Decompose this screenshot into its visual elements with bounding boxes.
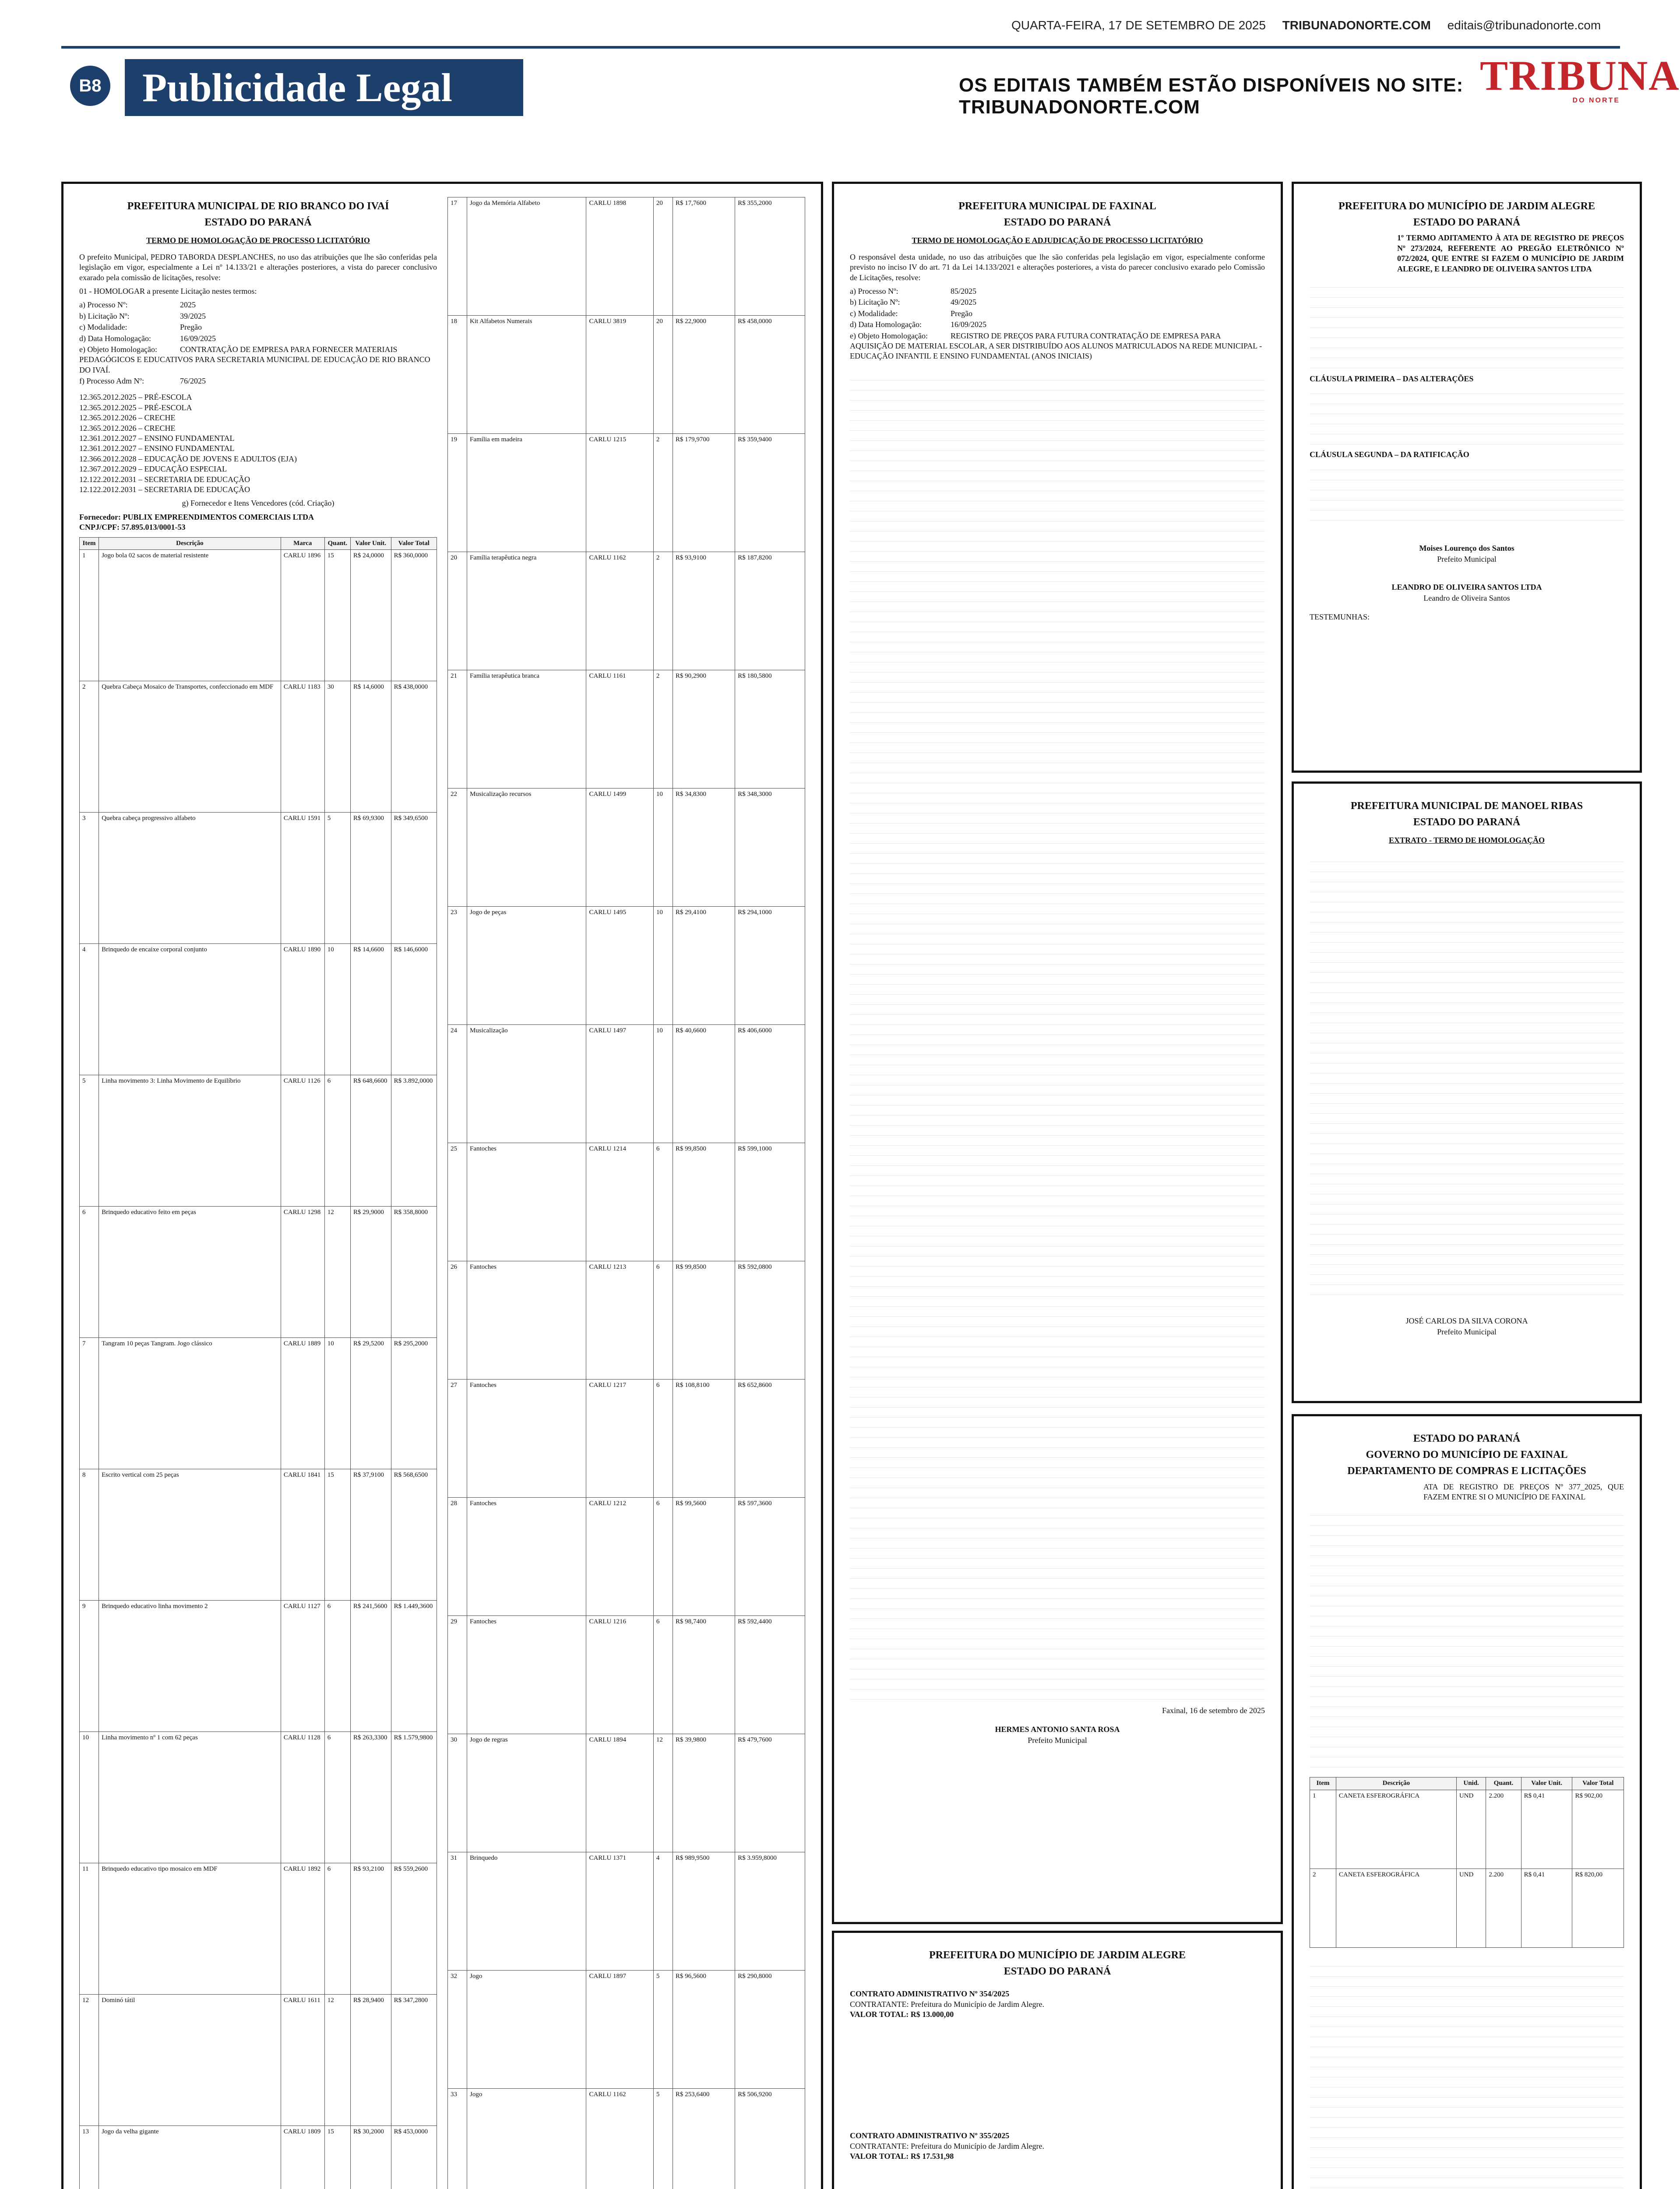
page-header bbox=[0, 0, 1680, 118]
table-cell: CARLU 1212 bbox=[586, 1498, 653, 1616]
table-cell: R$ 69,9300 bbox=[350, 813, 391, 944]
table-cell: R$ 30,2000 bbox=[350, 2126, 391, 2189]
table-cell: 30 bbox=[324, 681, 350, 813]
table-cell: 15 bbox=[324, 550, 350, 681]
items-table-continued bbox=[447, 197, 805, 2189]
table-row bbox=[448, 316, 805, 434]
table-cell: 10 bbox=[653, 788, 673, 907]
table-cell: CARLU 1162 bbox=[586, 2089, 653, 2189]
table-cell: 17 bbox=[448, 197, 467, 316]
table-row bbox=[448, 1380, 805, 1498]
table-cell: Fantoches bbox=[467, 1380, 586, 1498]
notice-state: ESTADO DO PARANÁ bbox=[204, 217, 312, 229]
contracts-list bbox=[850, 1989, 1265, 2189]
table-cell: CARLU 1213 bbox=[586, 1261, 653, 1380]
table-cell: Brinquedo educativo feito em peças bbox=[99, 1207, 281, 1338]
table-row bbox=[80, 1995, 437, 2126]
clause-one: CLÁUSULA PRIMEIRA – DAS ALTERAÇÕES bbox=[1310, 374, 1474, 383]
table-row bbox=[448, 1734, 805, 1852]
table-cell: R$ 253,6400 bbox=[673, 2089, 735, 2189]
table-row bbox=[448, 1852, 805, 1971]
table-cell: 26 bbox=[448, 1261, 467, 1380]
table-row bbox=[448, 788, 805, 907]
notice-subtitle: EXTRATO - TERMO DE HOMOLOGAÇÃO bbox=[1388, 836, 1545, 845]
table-cell: Dominó tátil bbox=[99, 1995, 281, 2126]
table-cell: CARLU 1896 bbox=[281, 550, 324, 681]
table-row bbox=[80, 1601, 437, 1732]
table-cell: R$ 22,9000 bbox=[673, 316, 735, 434]
table-cell: R$ 348,3000 bbox=[735, 788, 805, 907]
table-cell: R$ 3.892,0000 bbox=[391, 1075, 437, 1207]
table-row bbox=[448, 1971, 805, 2089]
table-cell: UND bbox=[1456, 1790, 1486, 1869]
table-cell: R$ 1.579,9800 bbox=[391, 1732, 437, 1863]
table-cell: CARLU 1162 bbox=[586, 552, 653, 670]
table-cell: 23 bbox=[448, 907, 467, 1025]
table-cell: 31 bbox=[448, 1852, 467, 1971]
table-cell: 6 bbox=[653, 1616, 673, 1734]
table-cell: R$ 29,9000 bbox=[350, 1207, 391, 1338]
table-cell: 32 bbox=[448, 1971, 467, 2089]
table-cell: CARLU 1217 bbox=[586, 1380, 653, 1498]
table-row bbox=[448, 434, 805, 552]
table-cell: R$ 34,8300 bbox=[673, 788, 735, 907]
table-row bbox=[80, 2126, 437, 2189]
table-cell: Jogo de regras bbox=[467, 1734, 586, 1852]
notice-title: PREFEITURA DO MUNICÍPIO DE JARDIM ALEGRE bbox=[929, 1950, 1186, 1961]
table-cell: 8 bbox=[80, 1469, 99, 1601]
page-number-badge: B8 bbox=[70, 66, 110, 106]
contract-entry bbox=[850, 1989, 1265, 2120]
table-cell: CARLU 1892 bbox=[281, 1863, 324, 1995]
table-row bbox=[80, 1075, 437, 1207]
table-cell: R$ 597,3600 bbox=[735, 1498, 805, 1616]
items-table: Item Descrição Marca Quant. Valor Unit. Valor Total 1 Jogo bola 02 sacos de material resistente CARLU 1896 15 R$ 24,0000 R$ 360,0000 2 Quebra Cabeça Mosaico de Transportes, confeccionado em MDF CARLU 1183 30 R$ 14,6000 R$ 438,0000 3 Quebra cabeça progressivo alfabeto CARLU 1591 5 R$ 69,9300 R$ 349,6500 4 Brinquedo de encaixe corporal conjunto CARLU 1890 10 R$ 14,6600 R$ 146,6000 5 Linha movimento 3: Linha Movimento de Equilíbrio CARLU 1126 6 R$ 648,6600 R$ 3.892,0000 6 Brinquedo educativo feito em peças CARLU 1298 12 R$ 29,9000 R$ 358,8000 7 Tangram 10 peças Tangram. Jogo clássico CARLU 1889 10 R$ 29,5200 R$ 295,2000 8 Escrito vertical com 25 peças CARLU 1841 15 R$ 37,9100 R$ 568,6500 9 Brinquedo educativo linha movimento 2 CARLU 1127 6 R$ 241,5600 R$ 1.449,3600 10 Linha movimento nº 1 com 62 peças CARLU 1128 6 R$ 263,3300 R$ 1.579,9800 11 Brinquedo educativo tipo mosaico em MDF CARLU 1892 6 R$ 93,2100 R$ 559,2600 12 Dominó tátil CARLU 1611 12 R$ 28,9400 R$ 347,2800 13 Jogo da velha gigante CARLU 1809 15 R$ 30,2000 R$ 453,0000 bbox=[79, 537, 437, 2189]
notice-jardim-alegre-aditivo bbox=[1292, 182, 1642, 773]
notice-state: ESTADO DO PARANÁ bbox=[1413, 816, 1521, 828]
table-row bbox=[80, 550, 437, 681]
notice-intro: O prefeito Municipal, PEDRO TABORDA DESPLANCHES, no uso das atribuições que lhe são conferidas pela legislação em vigor, especialmente a Lei nº 14.133/21 e alterações posteriores, a vista do parecer conclusivo exarado pela comissão de licitações, resolve: bbox=[79, 252, 437, 282]
table-cell: R$ 479,7600 bbox=[735, 1734, 805, 1852]
contract-line: CONTRATANTE: Prefeitura do Município de Jardim Alegre. bbox=[850, 1999, 1044, 2009]
table-cell: R$ 39,9800 bbox=[673, 1734, 735, 1852]
table-cell: CARLU 1889 bbox=[281, 1338, 324, 1469]
notice-faxinal bbox=[832, 182, 1283, 1924]
table-cell: 12 bbox=[324, 1207, 350, 1338]
section-title: Publicidade Legal bbox=[125, 59, 523, 116]
online-notice: OS EDITAIS TAMBÉM ESTÃO DISPONÍVEIS NO SITE: TRIBUNADONORTE.COM bbox=[959, 74, 1464, 118]
table-cell: CARLU 1890 bbox=[281, 944, 324, 1075]
header-rule bbox=[61, 46, 1620, 49]
table-cell: 2 bbox=[653, 670, 673, 788]
table-cell: 2 bbox=[1310, 1869, 1336, 1947]
table-cell: CARLU 1161 bbox=[586, 670, 653, 788]
table-cell: R$ 358,8000 bbox=[391, 1207, 437, 1338]
table-row bbox=[448, 907, 805, 1025]
clause-two: CLÁUSULA SEGUNDA – DA RATIFICAÇÃO bbox=[1310, 450, 1469, 459]
ata-title: ATA DE REGISTRO DE PREÇOS Nº 377_2025, QUE FAZEM ENTRE SI O MUNICÍPIO DE FAXINAL bbox=[1423, 1482, 1624, 1501]
site-link[interactable]: TRIBUNADONORTE.COM bbox=[1282, 18, 1431, 32]
table-cell: R$ 568,6500 bbox=[391, 1469, 437, 1601]
contract-line: CONTRATANTE: Prefeitura do Município de Jardim Alegre. bbox=[850, 2141, 1044, 2150]
homologar-line: 01 - HOMOLOGAR a presente Licitação nestes termos: bbox=[79, 286, 257, 296]
table-cell: CARLU 1127 bbox=[281, 1601, 324, 1732]
ata-clauses bbox=[1310, 1957, 1624, 2189]
table-cell: 28 bbox=[448, 1498, 467, 1616]
table-cell: R$ 29,5200 bbox=[350, 1338, 391, 1469]
table-cell: 6 bbox=[653, 1143, 673, 1261]
notice-title: PREFEITURA DO MUNICÍPIO DE JARDIM ALEGRE bbox=[1338, 201, 1595, 212]
table-cell: Quebra cabeça progressivo alfabeto bbox=[99, 813, 281, 944]
homologation-fields: a) Processo Nº: 2025 b) Licitação Nº: 39/2025 c) Modalidade: Pregão d) Data Homologação: 16/09/2025 e) Objeto Homologação: CONTRATAÇÃO DE EMPRESA PARA FORNECER MATERIAIS PEDAGÓGICOS E EDUCATIVOS PARA SECRETARIA MUNICIPAL DE EDUCAÇÃO DE RIO BRANCO DO IVAÍ. f) Processo Adm Nº: 76/2025 bbox=[79, 300, 430, 386]
contract-value: VALOR TOTAL: R$ 13.000,00 bbox=[850, 2010, 954, 2019]
table-cell: Quebra Cabeça Mosaico de Transportes, confeccionado em MDF bbox=[99, 681, 281, 813]
table-cell: Tangram 10 peças Tangram. Jogo clássico bbox=[99, 1338, 281, 1469]
table-cell: R$ 99,8500 bbox=[673, 1143, 735, 1261]
table-cell: 10 bbox=[324, 944, 350, 1075]
table-cell: 2 bbox=[653, 552, 673, 670]
lots-tables bbox=[850, 370, 1265, 1706]
table-cell: 12 bbox=[324, 1995, 350, 2126]
table-cell: CARLU 1126 bbox=[281, 1075, 324, 1207]
notice-department: DEPARTAMENTO DE COMPRAS E LICITAÇÕES bbox=[1347, 1465, 1586, 1477]
table-cell: UND bbox=[1456, 1869, 1486, 1947]
table-cell: CARLU 1897 bbox=[586, 1971, 653, 2089]
email-link[interactable]: editais@tribunadonorte.com bbox=[1447, 18, 1601, 32]
table-cell: 2.200 bbox=[1486, 1790, 1521, 1869]
table-cell: 6 bbox=[653, 1261, 673, 1380]
table-cell: 5 bbox=[324, 813, 350, 944]
table-cell: R$ 453,0000 bbox=[391, 2126, 437, 2189]
table-cell: 5 bbox=[80, 1075, 99, 1207]
supplier-cnpj: CNPJ/CPF: 57.895.013/0001-53 bbox=[79, 523, 186, 532]
table-cell: 6 bbox=[324, 1863, 350, 1995]
table-cell: 15 bbox=[324, 2126, 350, 2189]
contract-value: VALOR TOTAL: R$ 17.531,98 bbox=[850, 2152, 954, 2161]
table-cell: R$ 295,2000 bbox=[391, 1338, 437, 1469]
table-cell: R$ 180,5800 bbox=[735, 670, 805, 788]
table-cell: R$ 290,8000 bbox=[735, 1971, 805, 2089]
contract-head: CONTRATO ADMINISTRATIVO Nº 355/2025 bbox=[850, 2131, 1010, 2140]
table-cell: R$ 652,8600 bbox=[735, 1380, 805, 1498]
table-cell: R$ 263,3300 bbox=[350, 1732, 391, 1863]
table-cell: 12 bbox=[80, 1995, 99, 2126]
table-cell: CARLU 1898 bbox=[586, 197, 653, 316]
signature-block-2: LEANDRO DE OLIVEIRA SANTOS LTDA Leandro de Oliveira Santos bbox=[1391, 582, 1542, 602]
table-cell: 1 bbox=[1310, 1790, 1336, 1869]
table-cell: R$ 29,4100 bbox=[673, 907, 735, 1025]
aditivo-title: 1º TERMO ADITAMENTO À ATA DE REGISTRO DE PREÇOS Nº 273/2024, REFERENTE AO PREGÃO ELETRÔNICO Nº 072/2024, QUE ENTRE SI FAZEM O MUNICÍPIO DE JARDIM ALEGRE, E LEANDRO DE OLIVEIRA SANTOS LTDA bbox=[1397, 233, 1624, 273]
notice-state: ESTADO DO PARANÁ bbox=[1004, 1966, 1111, 1978]
table-cell: R$ 24,0000 bbox=[350, 550, 391, 681]
table-cell: Família terapêutica negra bbox=[467, 552, 586, 670]
table-cell: Família em madeira bbox=[467, 434, 586, 552]
table-cell: R$ 360,0000 bbox=[391, 550, 437, 681]
table-row bbox=[448, 1261, 805, 1380]
table-cell: R$ 438,0000 bbox=[391, 681, 437, 813]
notice-subtitle: TERMO DE HOMOLOGAÇÃO E ADJUDICAÇÃO DE PROCESSO LICITATÓRIO bbox=[912, 236, 1203, 245]
table-cell: 6 bbox=[653, 1498, 673, 1616]
table-cell: R$ 98,7400 bbox=[673, 1616, 735, 1734]
table-cell: R$ 294,1000 bbox=[735, 907, 805, 1025]
table-cell: R$ 592,4400 bbox=[735, 1616, 805, 1734]
notice-date: Faxinal, 16 de setembro de 2025 bbox=[1162, 1706, 1265, 1715]
table-cell: R$ 99,5600 bbox=[673, 1498, 735, 1616]
table-cell: CARLU 1214 bbox=[586, 1143, 653, 1261]
ata-table: Item Descrição Unid. Quant. Valor Unit. Valor Total 1 CANETA ESFEROGRÁFICA UND 2.200 R$ 0,41 R$ 902,00 2 CANETA ESFEROGRÁFICA UND 2.200 R$ 0,41 R$ 820,00 bbox=[1310, 1777, 1624, 1948]
table-cell: R$ 989,9500 bbox=[673, 1852, 735, 1971]
table-cell: CARLU 1841 bbox=[281, 1469, 324, 1601]
notice-faxinal-ata bbox=[1292, 1414, 1642, 2189]
suppliers-note: g) Fornecedor e Itens Vencedores (cód. Criação) bbox=[182, 499, 335, 508]
table-cell: 15 bbox=[324, 1469, 350, 1601]
notice-title: PREFEITURA MUNICIPAL DE FAXINAL bbox=[958, 201, 1156, 212]
table-cell: 10 bbox=[653, 907, 673, 1025]
notice-title: PREFEITURA MUNICIPAL DE RIO BRANCO DO IVAÍ bbox=[127, 201, 389, 212]
table-cell: R$ 40,6600 bbox=[673, 1025, 735, 1143]
table-cell: 5 bbox=[653, 1971, 673, 2089]
signature-block: JOSÉ CARLOS DA SILVA CORONA Prefeito Municipal bbox=[1405, 1316, 1528, 1337]
table-cell: 6 bbox=[653, 1380, 673, 1498]
table-cell: R$ 146,6000 bbox=[391, 944, 437, 1075]
table-row bbox=[80, 944, 437, 1075]
table-cell: R$ 820,00 bbox=[1572, 1869, 1624, 1947]
table-cell: 21 bbox=[448, 670, 467, 788]
table-row bbox=[80, 1338, 437, 1469]
table-cell: R$ 599,1000 bbox=[735, 1143, 805, 1261]
table-cell: 10 bbox=[653, 1025, 673, 1143]
table-cell: CARLU 1591 bbox=[281, 813, 324, 944]
table-row bbox=[448, 1616, 805, 1734]
table-cell: R$ 93,2100 bbox=[350, 1863, 391, 1995]
table-cell: 30 bbox=[448, 1734, 467, 1852]
table-cell: R$ 93,9100 bbox=[673, 552, 735, 670]
table-cell: Família terapêutica branca bbox=[467, 670, 586, 788]
table-cell: 4 bbox=[80, 944, 99, 1075]
notice-manoel-ribas bbox=[1292, 781, 1642, 1403]
table-cell: Jogo bola 02 sacos de material resistente bbox=[99, 550, 281, 681]
table-cell: 24 bbox=[448, 1025, 467, 1143]
table-cell: R$ 108,8100 bbox=[673, 1380, 735, 1498]
ata-body bbox=[1310, 1506, 1624, 1768]
table-row bbox=[1310, 1869, 1624, 1947]
signature-block-1: Moises Lourenço dos Santos Prefeito Municipal bbox=[1419, 543, 1514, 564]
table-cell: R$ 347,2800 bbox=[391, 1995, 437, 2126]
table-cell: Musicalização recursos bbox=[467, 788, 586, 907]
table-cell: Brinquedo educativo linha movimento 2 bbox=[99, 1601, 281, 1732]
table-cell: 10 bbox=[80, 1732, 99, 1863]
table-row bbox=[448, 670, 805, 788]
table-cell: R$ 355,2000 bbox=[735, 197, 805, 316]
table-cell: Jogo da Memória Alfabeto bbox=[467, 197, 586, 316]
table-cell: Escrito vertical com 25 peças bbox=[99, 1469, 281, 1601]
table-cell: 13 bbox=[80, 2126, 99, 2189]
table-cell: 6 bbox=[80, 1207, 99, 1338]
table-cell: 10 bbox=[324, 1338, 350, 1469]
notice-rio-branco-left bbox=[79, 197, 437, 2189]
table-cell: R$ 902,00 bbox=[1572, 1790, 1624, 1869]
table-cell: Fantoches bbox=[467, 1616, 586, 1734]
table-cell: Jogo de peças bbox=[467, 907, 586, 1025]
table-cell: 2 bbox=[653, 434, 673, 552]
table-cell: CARLU 1215 bbox=[586, 434, 653, 552]
notice-title: PREFEITURA MUNICIPAL DE MANOEL RIBAS bbox=[1350, 800, 1583, 812]
notice-rio-branco-right bbox=[447, 197, 805, 2189]
witnesses-label: TESTEMUNHAS: bbox=[1310, 612, 1370, 622]
table-cell: Brinquedo educativo tipo mosaico em MDF bbox=[99, 1863, 281, 1995]
table-cell: CARLU 1128 bbox=[281, 1732, 324, 1863]
table-row bbox=[80, 1469, 437, 1601]
table-cell: Brinquedo bbox=[467, 1852, 586, 1971]
table-cell: R$ 0,41 bbox=[1521, 1869, 1572, 1947]
table-cell: CARLU 1371 bbox=[586, 1852, 653, 1971]
table-cell: R$ 99,8500 bbox=[673, 1261, 735, 1380]
table-row bbox=[80, 1732, 437, 1863]
table-cell: CARLU 1894 bbox=[586, 1734, 653, 1852]
table-cell: 29 bbox=[448, 1616, 467, 1734]
contract-entry bbox=[850, 2131, 1265, 2189]
table-cell: R$ 14,6000 bbox=[350, 681, 391, 813]
table-row bbox=[80, 1207, 437, 1338]
table-cell: 2.200 bbox=[1486, 1869, 1521, 1947]
table-cell: 27 bbox=[448, 1380, 467, 1498]
table-cell: Fantoches bbox=[467, 1498, 586, 1616]
clause-two-body bbox=[1310, 460, 1624, 526]
table-cell: R$ 179,9700 bbox=[673, 434, 735, 552]
newspaper-logo: TRIBUNA DO NORTE bbox=[1480, 52, 1680, 104]
table-cell: CARLU 1497 bbox=[586, 1025, 653, 1143]
table-cell: Linha movimento 3: Linha Movimento de Equilíbrio bbox=[99, 1075, 281, 1207]
table-row bbox=[448, 197, 805, 316]
table-cell: R$ 14,6600 bbox=[350, 944, 391, 1075]
notice-state: ESTADO DO PARANÁ bbox=[1413, 217, 1521, 229]
table-cell: 2 bbox=[80, 681, 99, 813]
table-cell: 18 bbox=[448, 316, 467, 434]
budget-lines: 12.365.2012.2025 – PRÉ-ESCOLA 12.365.2012.2025 – PRÉ-ESCOLA 12.365.2012.2026 – CRECHE 12.365.2012.2026 – CRECHE 12.361.2012.2027 – ENSINO FUNDAMENTAL 12.361.2012.2027 – ENSINO FUNDAMENTAL 12.366.2012.2028 – EDUCAÇÃO DE JOVENS E ADULTOS (EJA) 12.367.2012.2029 – EDUCAÇÃO ESPECIAL 12.122.2012.2031 – SECRETARIA DE EDUCAÇÃO 12.122.2012.2031 – SECRETARIA DE EDUCAÇÃO bbox=[79, 393, 297, 494]
table-cell: R$ 17,7600 bbox=[673, 197, 735, 316]
table-cell: R$ 3.959,8000 bbox=[735, 1852, 805, 1971]
table-cell: 3 bbox=[80, 813, 99, 944]
homologation-fields: a) Processo Nº: 85/2025 b) Licitação Nº: 49/2025 c) Modalidade: Pregão d) Data Homologação: 16/09/2025 e) Objeto Homologação: REGISTRO DE PREÇOS PARA FUTURA CONTRATAÇÃO DE EMPRESA PARA AQUISIÇÃO DE MATERIAL ESCOLAR, A SER DISTRIBUÍDO AOS ALUNOS MATRICULADOS NA REDE MUNICIPAL - EDUCAÇÃO INFANTIL E ENSINO FUNDAMENTAL (ANOS INICIAIS) bbox=[850, 286, 1262, 361]
table-cell: R$ 406,6000 bbox=[735, 1025, 805, 1143]
table-cell: 5 bbox=[653, 2089, 673, 2189]
clause-one-body bbox=[1310, 384, 1624, 450]
table-cell: R$ 458,0000 bbox=[735, 316, 805, 434]
table-cell: Kit Alfabetos Numerais bbox=[467, 316, 586, 434]
table-cell: Jogo bbox=[467, 2089, 586, 2189]
table-cell: 1 bbox=[80, 550, 99, 681]
table-row bbox=[80, 813, 437, 944]
table-cell: Musicalização bbox=[467, 1025, 586, 1143]
table-cell: R$ 96,5600 bbox=[673, 1971, 735, 2089]
issue-date: QUARTA-FEIRA, 17 DE SETEMBRO DE 2025 bbox=[1011, 18, 1266, 32]
table-cell: Fantoches bbox=[467, 1143, 586, 1261]
notice-state: ESTADO DO PARANÁ bbox=[1004, 217, 1111, 229]
table-cell: R$ 506,9200 bbox=[735, 2089, 805, 2189]
table-cell: R$ 187,8200 bbox=[735, 552, 805, 670]
table-row bbox=[448, 1143, 805, 1261]
table-cell: R$ 349,6500 bbox=[391, 813, 437, 944]
table-cell: 9 bbox=[80, 1601, 99, 1732]
table-cell: CARLU 1216 bbox=[586, 1616, 653, 1734]
supplier-name: Fornecedor: PUBLIX EMPREENDIMENTOS COMERCIAIS LTDA bbox=[79, 512, 314, 521]
table-cell: 6 bbox=[324, 1601, 350, 1732]
notice-jardim-alegre-contracts bbox=[832, 1931, 1283, 2189]
table-cell: CARLU 1495 bbox=[586, 907, 653, 1025]
notice-rio-branco bbox=[61, 182, 823, 2189]
table-cell: R$ 359,9400 bbox=[735, 434, 805, 552]
table-cell: 11 bbox=[80, 1863, 99, 1995]
table-cell: CARLU 1183 bbox=[281, 681, 324, 813]
table-cell: R$ 559,2600 bbox=[391, 1863, 437, 1995]
signature-block: HERMES ANTONIO SANTA ROSA Prefeito Municipal bbox=[995, 1725, 1120, 1745]
table-cell: 25 bbox=[448, 1143, 467, 1261]
table-cell: 20 bbox=[653, 197, 673, 316]
table-cell: CARLU 1611 bbox=[281, 1995, 324, 2126]
table-cell: CARLU 1298 bbox=[281, 1207, 324, 1338]
table-cell: Brinquedo de encaixe corporal conjunto bbox=[99, 944, 281, 1075]
notice-subtitle: GOVERNO DO MUNICÍPIO DE FAXINAL bbox=[1366, 1449, 1568, 1461]
table-cell: CANETA ESFEROGRÁFICA bbox=[1336, 1869, 1456, 1947]
notice-title: ESTADO DO PARANÁ bbox=[1413, 1433, 1521, 1444]
table-cell: Jogo bbox=[467, 1971, 586, 2089]
aditivo-body bbox=[1310, 278, 1624, 374]
table-cell: 19 bbox=[448, 434, 467, 552]
table-cell: 22 bbox=[448, 788, 467, 907]
table-cell: R$ 592,0800 bbox=[735, 1261, 805, 1380]
table-cell: R$ 648,6600 bbox=[350, 1075, 391, 1207]
table-cell: 33 bbox=[448, 2089, 467, 2189]
table-cell: R$ 0,41 bbox=[1521, 1790, 1572, 1869]
table-cell: CARLU 1499 bbox=[586, 788, 653, 907]
table-row bbox=[448, 2089, 805, 2189]
table-cell: 20 bbox=[448, 552, 467, 670]
table-cell: R$ 1.449,3600 bbox=[391, 1601, 437, 1732]
table-row bbox=[448, 552, 805, 670]
table-cell: Jogo da velha gigante bbox=[99, 2126, 281, 2189]
table-cell: CARLU 3819 bbox=[586, 316, 653, 434]
table-cell: 7 bbox=[80, 1338, 99, 1469]
notice-intro: O responsável desta unidade, no uso das atribuições que lhe são conferidas pela legislação em vigor, especialmente conforme previsto no inciso IV do art. 71 da Lei 14.133/2021 e alterações posteriores, a vista do parecer conclusivo exarado pelo Comissão de Licitações, resolve: bbox=[850, 252, 1265, 282]
table-cell: R$ 37,9100 bbox=[350, 1469, 391, 1601]
table-row bbox=[448, 1025, 805, 1143]
table-cell: 6 bbox=[324, 1732, 350, 1863]
notice-subtitle: TERMO DE HOMOLOGAÇÃO DE PROCESSO LICITATÓRIO bbox=[146, 236, 370, 245]
table-cell: Fantoches bbox=[467, 1261, 586, 1380]
table-row bbox=[80, 681, 437, 813]
table-row bbox=[1310, 1790, 1624, 1869]
table-cell: 4 bbox=[653, 1852, 673, 1971]
table-cell: CANETA ESFEROGRÁFICA bbox=[1336, 1790, 1456, 1869]
table-cell: R$ 90,2900 bbox=[673, 670, 735, 788]
header-line bbox=[1011, 18, 1614, 32]
manoel-ribas-body bbox=[1310, 852, 1624, 1299]
table-cell: 12 bbox=[653, 1734, 673, 1852]
table-cell: 20 bbox=[653, 316, 673, 434]
table-cell: R$ 28,9400 bbox=[350, 1995, 391, 2126]
table-cell: CARLU 1809 bbox=[281, 2126, 324, 2189]
table-row bbox=[448, 1498, 805, 1616]
table-cell: Linha movimento nº 1 com 62 peças bbox=[99, 1732, 281, 1863]
table-row bbox=[80, 1863, 437, 1995]
table-cell: R$ 241,5600 bbox=[350, 1601, 391, 1732]
table-cell: 6 bbox=[324, 1075, 350, 1207]
contract-head: CONTRATO ADMINISTRATIVO Nº 354/2025 bbox=[850, 1989, 1010, 1999]
